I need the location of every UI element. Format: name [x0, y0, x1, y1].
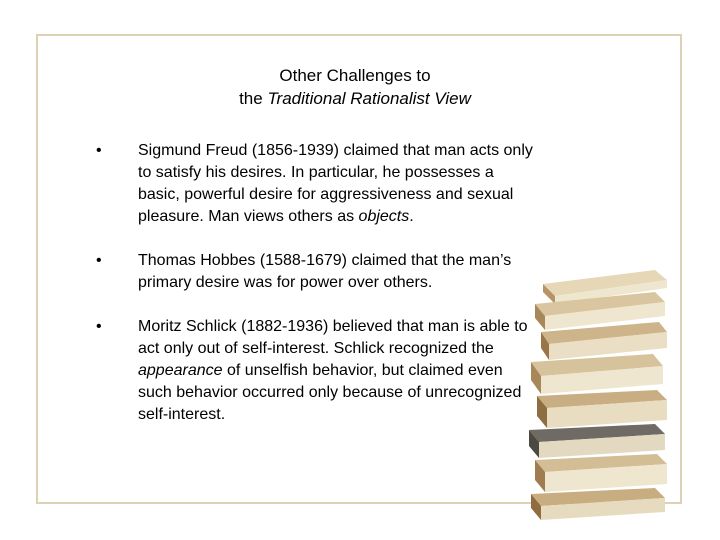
bullet-marker: • [96, 318, 102, 335]
bullet-list [96, 140, 536, 448]
bullet-hobbes [96, 250, 536, 294]
title-line-2 [60, 87, 650, 110]
title-line-1: Other Challenges to [279, 66, 431, 85]
bullet-text-before: Moritz Schlick (1882-1936) believed that man is able to act only out of self-interest. Schlick recognized the [138, 318, 528, 357]
bullet-text-after: . [409, 208, 414, 225]
bullet-marker: • [96, 252, 102, 269]
bullet-emphasis: appearance [138, 362, 223, 379]
bullet-text [138, 250, 536, 294]
bullet-text [138, 140, 536, 228]
title-line-2-italic: Traditional Rationalist View [267, 89, 471, 108]
bullet-emphasis: objects [358, 208, 410, 225]
bullet-schlick [96, 316, 536, 426]
bullet-freud [96, 140, 536, 228]
slide-title [60, 64, 650, 110]
title-line-2-prefix: the [239, 89, 268, 108]
bullet-text [138, 316, 536, 426]
bullet-text-before: Sigmund Freud (1856-1939) claimed that man acts only to satisfy his desires. In particular, he possesses a basic, powerful desire for aggressiveness and sexual pleasure. Man views others as [138, 142, 533, 225]
bullet-text-after: of unselfish behavior, but claimed even such behavior occurred only because of unrecognized self-interest. [138, 362, 522, 423]
book-stack-icon [505, 262, 685, 524]
bullet-marker: • [96, 142, 102, 159]
bullet-text-before: Thomas Hobbes (1588-1679) claimed that the man’s primary desire was for power over others. [138, 252, 512, 291]
